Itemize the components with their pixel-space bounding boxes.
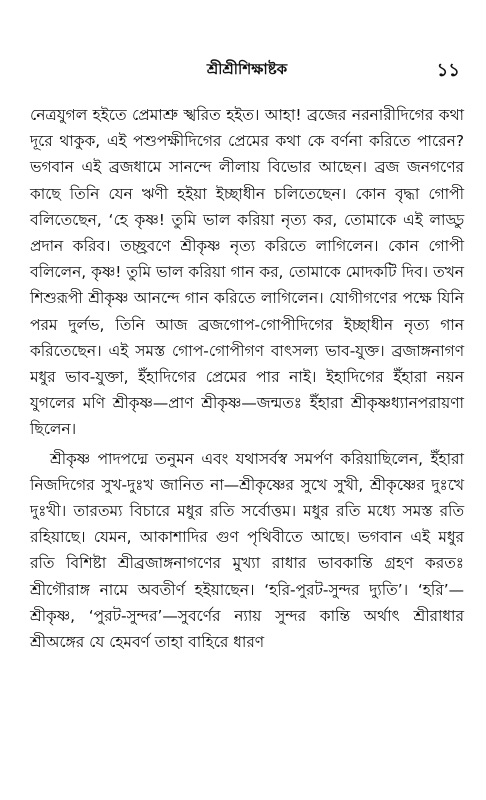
page-header xyxy=(30,58,464,88)
paragraph-2: শ্রীকৃষ্ণ পাদপদ্মে তনুমন এবং যথাসর্বস্ব সমর্পণ করিয়াছিলেন, ইঁহারা নিজদিগের সুখ-দুঃখ জানিত না—শ্রীকৃষ্ণের সুখে সুখী, শ্রীকৃষ্ণের দুঃখে দুঃখী। তারতম্য বিচারে মধুর রতি সর্বোত্তম। মধুর রতি মধ্যে সমস্ত রতি রহিয়াছে। যেমন, আকাশাদির গুণ পৃথিবীতে আছে। ভগবান এই মধুর রতি বিশিষ্টা শ্রীব্রজাঙ্গনাগণের মুখ্যা রাধার ভাবকান্তি গ্রহণ করতঃ শ্রীগৌরাঙ্গ নামে অবতীর্ণ হইয়াছেন। ‘হরি-পুরট-সুন্দর দ্যুতি’। ‘হরি’—শ্রীকৃষ্ণ, ‘পুরট-সুন্দর’—সুবর্ণের ন্যায় সুন্দর কান্তি অর্থাৎ শ্রীরাধার শ্রীঅঙ্গের যে হেমবর্ণ তাহা বাহিরে ধারণ xyxy=(30,449,464,652)
body-text xyxy=(30,102,464,655)
page-number: ১১ xyxy=(436,60,460,81)
running-title: শ্রীশ্রীশিক্ষাষ্টক xyxy=(206,60,288,78)
paragraph-1: নেত্রযুগল হইতে প্রেমাশ্রু স্খরিত হইত। আহা! ব্রজের নরনারীদিগের কথা দূরে থাকুক, এই পশুপক্ষীদিগের প্রেমের কথা কে বর্ণনা করিতে পারেন? ভগবান এই ব্রজধামে সানন্দে লীলায় বিভোর আছেন। ব্রজ জনগণের কাছে তিনি যেন ঋণী হইয়া ইচ্ছাধীন চলিতেছেন। কোন বৃদ্ধা গোপী বলিতেছেন, ‘হে কৃষ্ণ! তুমি ভাল করিয়া নৃত্য কর, তোমাকে এই লাড্ডু প্রদান করিব। তচ্ছ্রবণে শ্রীকৃষ্ণ নৃত্য করিতে লাগিলেন। কোন গোপী বলিলেন, কৃষ্ণ! তুমি ভাল করিয়া গান কর, তোমাকে মোদকটি দিব। তখন শিশুরূপী শ্রীকৃষ্ণ আনন্দে গান করিতে লাগিলেন। যোগীগণের পক্ষে যিনি পরম দুর্লভ, তিনি আজ ব্রজগোপ-গোপীদিগের ইচ্ছাধীন নৃত্য গান করিতেছেন। এই সমস্ত গোপ-গোপীগণ বাৎসল্য ভাব-যুক্ত। ব্রজাঙ্গনাগণ মধুর ভাব-যুক্তা, ইঁহাদিগের প্রেমের পার নাই। ইহাদিগের ইঁহারা নয়ন যুগলের মণি শ্রীকৃষ্ণ—প্রাণ শ্রীকৃষ্ণ—জন্মতঃ ইঁহারা শ্রীকৃষ্ণধ্যানপরায়ণা ছিলেন। xyxy=(30,106,464,439)
